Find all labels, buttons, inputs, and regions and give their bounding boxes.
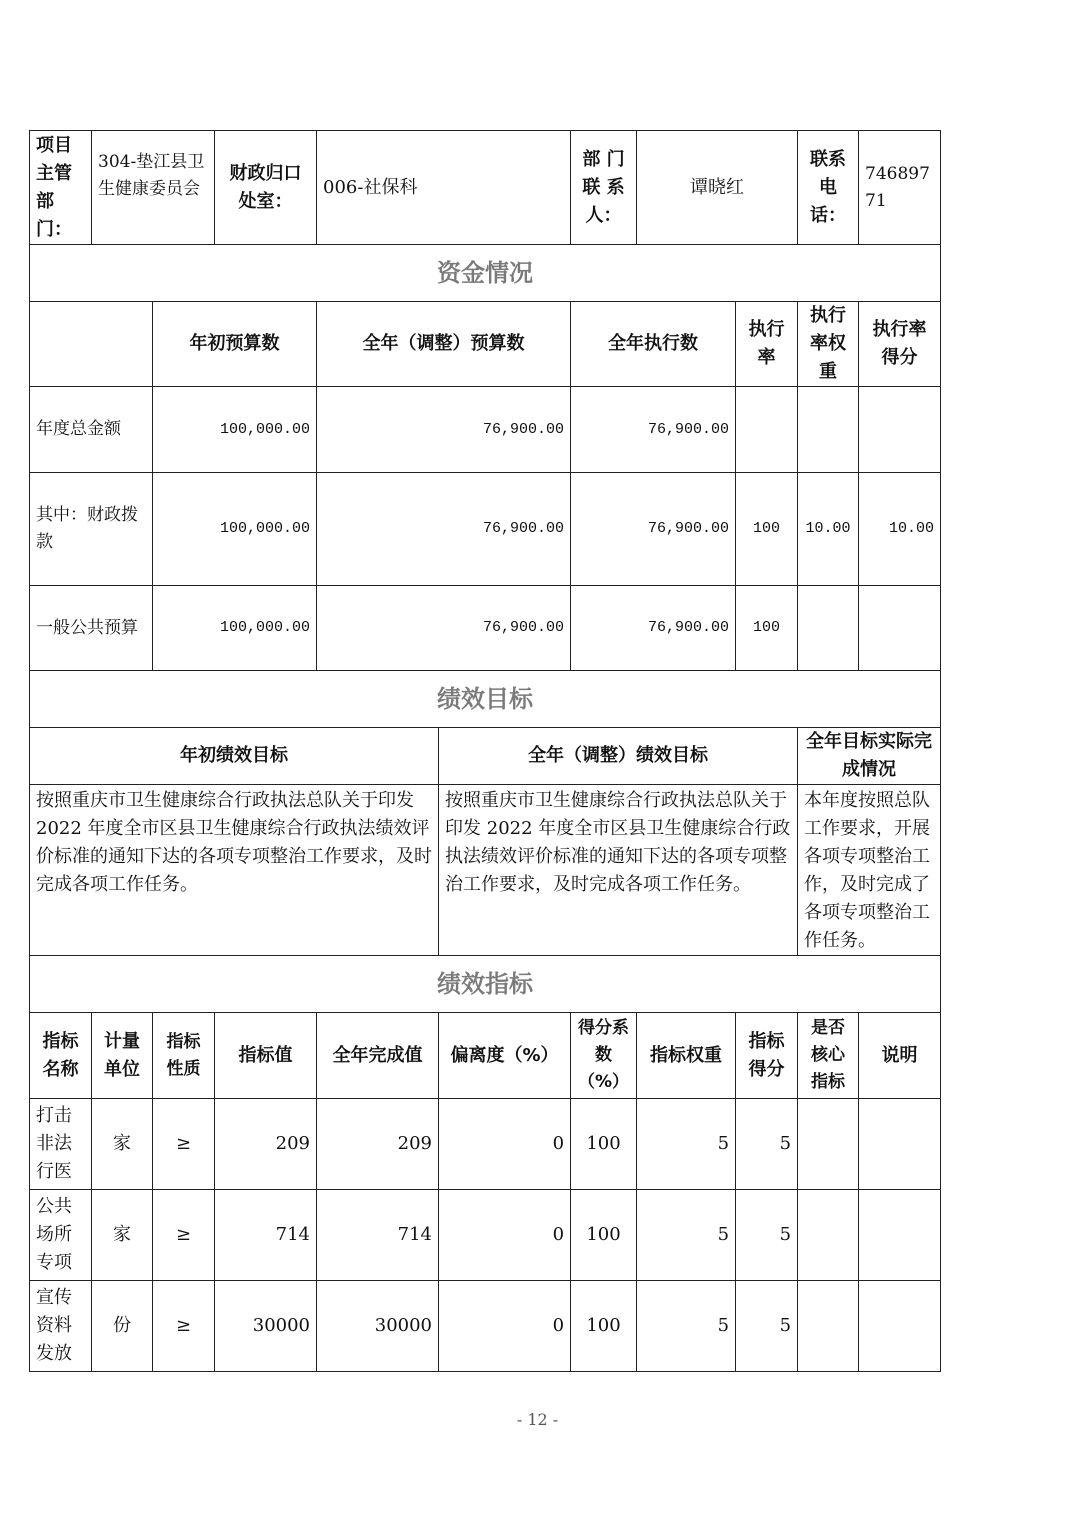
goals-initial-text: 按照重庆市卫生健康综合行政执法总队关于印发 2022 年度全市区县卫生健康综合行政执法绩效评价标准的通知下达的各项专项整治工作要求，及时完成各项工作任务。	[30, 785, 439, 956]
ind-actual: 30000	[317, 1281, 439, 1372]
funds-col-weight: 执行率权重	[798, 302, 859, 387]
funds-row-initial: 100,000.00	[153, 387, 317, 473]
funds-row-rate	[736, 387, 798, 473]
funds-col-score: 执行率得分	[859, 302, 941, 387]
funds-row-adjusted: 76,900.00	[317, 473, 571, 586]
ind-weight: 5	[637, 1190, 736, 1281]
goals-actual-text: 本年度按照总队工作要求，开展各项专项整治工作，及时完成了各项专项整治工作任务。	[798, 785, 941, 956]
ind-col-target: 指标值	[215, 1013, 317, 1099]
ind-col-coef: 得分系数（%）	[571, 1013, 637, 1099]
ind-core	[798, 1099, 859, 1190]
funds-row-label: 一般公共预算	[30, 586, 153, 671]
phone-value: 74689771	[859, 131, 941, 245]
ind-unit: 家	[92, 1099, 153, 1190]
ind-name: 公共场所专项	[30, 1190, 92, 1281]
ind-col-nature: 指标性质	[153, 1013, 215, 1099]
ind-col-actual: 全年完成值	[317, 1013, 439, 1099]
fin-label: 财政归口处室：	[215, 131, 317, 245]
goals-content-row	[30, 785, 941, 956]
ind-unit: 家	[92, 1190, 153, 1281]
ind-note	[859, 1190, 941, 1281]
ind-score: 5	[736, 1281, 798, 1372]
ind-coef: 100	[571, 1099, 637, 1190]
goals-col-adjusted: 全年（调整）绩效目标	[439, 728, 798, 785]
funds-row-score: 10.00	[859, 473, 941, 586]
ind-weight: 5	[637, 1099, 736, 1190]
ind-col-deviation: 偏离度（%）	[439, 1013, 571, 1099]
goals-adjusted-text: 按照重庆市卫生健康综合行政执法总队关于印发 2022 年度全市区县卫生健康综合行政执法绩效评价标准的通知下达的各项专项整治工作要求，及时完成各项工作任务。	[439, 785, 798, 956]
ind-deviation: 0	[439, 1190, 571, 1281]
indicators-header-row	[30, 1013, 941, 1099]
funds-row-executed: 76,900.00	[571, 387, 736, 473]
ind-col-unit: 计量单位	[92, 1013, 153, 1099]
goals-header-row	[30, 728, 941, 785]
funds-section-title: 资金情况	[30, 245, 941, 302]
funds-col-blank	[30, 302, 153, 387]
ind-nature: ≥	[153, 1281, 215, 1372]
goals-section-title: 绩效目标	[30, 671, 941, 728]
ind-deviation: 0	[439, 1281, 571, 1372]
ind-col-score: 指标得分	[736, 1013, 798, 1099]
phone-label: 联系电话：	[798, 131, 859, 245]
ind-nature: ≥	[153, 1190, 215, 1281]
funds-row	[30, 387, 941, 473]
funds-col-initial: 年初预算数	[153, 302, 317, 387]
ind-core	[798, 1190, 859, 1281]
ind-actual: 714	[317, 1190, 439, 1281]
contact-label: 部 门 联 系 人：	[571, 131, 637, 245]
ind-nature: ≥	[153, 1099, 215, 1190]
indicator-row	[30, 1099, 941, 1190]
ind-score: 5	[736, 1099, 798, 1190]
funds-row-label: 其中：财政拨款	[30, 473, 153, 586]
indicator-row	[30, 1190, 941, 1281]
ind-actual: 209	[317, 1099, 439, 1190]
ind-coef: 100	[571, 1190, 637, 1281]
ind-unit: 份	[92, 1281, 153, 1372]
ind-name: 宣传资料发放	[30, 1281, 92, 1372]
indicators-section-title: 绩效指标	[30, 956, 941, 1013]
funds-col-executed: 全年执行数	[571, 302, 736, 387]
funds-row-rate: 100	[736, 473, 798, 586]
ind-note	[859, 1099, 941, 1190]
funds-row-label: 年度总金额	[30, 387, 153, 473]
funds-row-executed: 76,900.00	[571, 473, 736, 586]
funds-row-executed: 76,900.00	[571, 586, 736, 671]
funds-col-rate: 执行率	[736, 302, 798, 387]
ind-core	[798, 1281, 859, 1372]
ind-score: 5	[736, 1190, 798, 1281]
dept-value: 304-垫江县卫生健康委员会	[92, 131, 215, 245]
ind-name: 打击非法行医	[30, 1099, 92, 1190]
ind-weight: 5	[637, 1281, 736, 1372]
indicator-row	[30, 1281, 941, 1372]
funds-row-rate: 100	[736, 586, 798, 671]
page-number: - 12 -	[516, 1410, 559, 1429]
ind-col-core: 是否核心指标	[798, 1013, 859, 1099]
ind-deviation: 0	[439, 1099, 571, 1190]
funds-row-initial: 100,000.00	[153, 473, 317, 586]
ind-col-weight: 指标权重	[637, 1013, 736, 1099]
fin-value: 006-社保科	[317, 131, 571, 245]
ind-coef: 100	[571, 1281, 637, 1372]
funds-row-adjusted: 76,900.00	[317, 387, 571, 473]
funds-row-weight	[798, 387, 859, 473]
funds-header-row	[30, 302, 941, 387]
ind-note	[859, 1281, 941, 1372]
funds-row-adjusted: 76,900.00	[317, 586, 571, 671]
ind-col-name: 指标名称	[30, 1013, 92, 1099]
funds-row-score	[859, 387, 941, 473]
funds-row	[30, 586, 941, 671]
funds-row-score	[859, 586, 941, 671]
ind-col-note: 说明	[859, 1013, 941, 1099]
funds-row-initial: 100,000.00	[153, 586, 317, 671]
ind-target: 209	[215, 1099, 317, 1190]
performance-table	[29, 130, 940, 1372]
ind-target: 714	[215, 1190, 317, 1281]
funds-col-adjusted: 全年（调整）预算数	[317, 302, 571, 387]
goals-col-initial: 年初绩效目标	[30, 728, 439, 785]
funds-row-weight: 10.00	[798, 473, 859, 586]
goals-col-actual: 全年目标实际完成情况	[798, 728, 941, 785]
funds-row-weight	[798, 586, 859, 671]
contact-value: 谭晓红	[637, 131, 798, 245]
header-row	[30, 131, 941, 245]
funds-row	[30, 473, 941, 586]
ind-target: 30000	[215, 1281, 317, 1372]
dept-label: 项目主管部门：	[30, 131, 92, 245]
